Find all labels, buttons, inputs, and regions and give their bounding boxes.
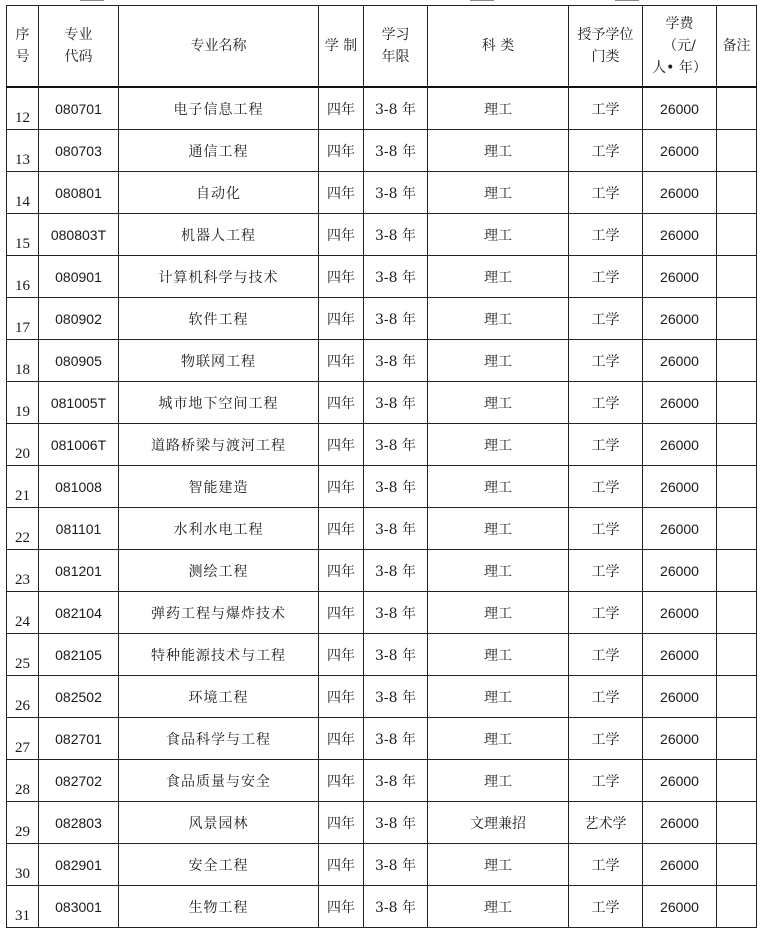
cell-code: 082702	[39, 760, 119, 802]
cell-duration: 3-8 年	[364, 886, 428, 928]
cell-name: 生物工程	[119, 886, 319, 928]
cell-duration: 3-8 年	[364, 760, 428, 802]
cell-remark	[717, 382, 757, 424]
cell-system: 四年	[319, 340, 364, 382]
cell-system: 四年	[319, 760, 364, 802]
cell-seq: 22	[7, 508, 39, 550]
cell-degree: 工学	[569, 172, 643, 214]
table-row	[7, 424, 757, 466]
cell-category: 理工	[428, 634, 569, 676]
cell-name: 自动化	[119, 172, 319, 214]
table-row	[7, 508, 757, 550]
cell-degree: 工学	[569, 256, 643, 298]
cell-name: 智能建造	[119, 466, 319, 508]
cell-fee: 26000	[643, 466, 717, 508]
cell-system: 四年	[319, 256, 364, 298]
table-row	[7, 340, 757, 382]
cell-name: 水利水电工程	[119, 508, 319, 550]
cell-code: 082104	[39, 592, 119, 634]
header-duration: 学习 年限	[364, 6, 428, 88]
cell-duration: 3-8 年	[364, 592, 428, 634]
header-system: 学 制	[319, 6, 364, 88]
cell-code: 080803T	[39, 214, 119, 256]
cell-fee: 26000	[643, 340, 717, 382]
table-row	[7, 214, 757, 256]
cell-fee: 26000	[643, 718, 717, 760]
cell-seq: 26	[7, 676, 39, 718]
cell-code: 081006T	[39, 424, 119, 466]
cell-duration: 3-8 年	[364, 424, 428, 466]
cell-category: 理工	[428, 550, 569, 592]
cell-duration: 3-8 年	[364, 718, 428, 760]
table-row	[7, 298, 757, 340]
table-row	[7, 676, 757, 718]
table-row	[7, 466, 757, 508]
cell-duration: 3-8 年	[364, 550, 428, 592]
cell-remark	[717, 550, 757, 592]
cell-degree: 工学	[569, 592, 643, 634]
cell-name: 通信工程	[119, 130, 319, 172]
cell-system: 四年	[319, 550, 364, 592]
cell-system: 四年	[319, 130, 364, 172]
cell-fee: 26000	[643, 172, 717, 214]
cell-name: 软件工程	[119, 298, 319, 340]
cell-degree: 工学	[569, 634, 643, 676]
cell-degree: 工学	[569, 87, 643, 130]
cell-category: 理工	[428, 87, 569, 130]
cell-seq: 18	[7, 340, 39, 382]
cell-system: 四年	[319, 802, 364, 844]
cell-code: 080703	[39, 130, 119, 172]
cell-category: 理工	[428, 592, 569, 634]
cell-degree: 工学	[569, 676, 643, 718]
table-row	[7, 718, 757, 760]
cell-fee: 26000	[643, 382, 717, 424]
cell-remark	[717, 508, 757, 550]
cell-duration: 3-8 年	[364, 466, 428, 508]
cell-system: 四年	[319, 214, 364, 256]
cell-category: 理工	[428, 886, 569, 928]
cell-name: 道路桥梁与渡河工程	[119, 424, 319, 466]
cell-remark	[717, 130, 757, 172]
cell-remark	[717, 592, 757, 634]
table-row	[7, 172, 757, 214]
cell-degree: 工学	[569, 298, 643, 340]
header-name: 专业名称	[119, 6, 319, 88]
cell-fee: 26000	[643, 256, 717, 298]
cell-code: 082901	[39, 844, 119, 886]
cell-remark	[717, 634, 757, 676]
cell-fee: 26000	[643, 634, 717, 676]
cell-degree: 工学	[569, 130, 643, 172]
cell-seq: 29	[7, 802, 39, 844]
cell-category: 理工	[428, 382, 569, 424]
cell-fee: 26000	[643, 550, 717, 592]
cell-fee: 26000	[643, 886, 717, 928]
cell-seq: 16	[7, 256, 39, 298]
cell-fee: 26000	[643, 298, 717, 340]
cell-remark	[717, 340, 757, 382]
cell-remark	[717, 424, 757, 466]
cell-degree: 工学	[569, 718, 643, 760]
cell-fee: 26000	[643, 508, 717, 550]
cell-duration: 3-8 年	[364, 87, 428, 130]
cell-duration: 3-8 年	[364, 256, 428, 298]
cell-seq: 12	[7, 87, 39, 130]
cell-seq: 14	[7, 172, 39, 214]
cell-category: 理工	[428, 130, 569, 172]
cell-fee: 26000	[643, 424, 717, 466]
cell-name: 物联网工程	[119, 340, 319, 382]
cell-remark	[717, 760, 757, 802]
cell-seq: 31	[7, 886, 39, 928]
cell-name: 安全工程	[119, 844, 319, 886]
cell-code: 081101	[39, 508, 119, 550]
table-row	[7, 886, 757, 928]
table-row	[7, 87, 757, 130]
table-row	[7, 802, 757, 844]
cell-degree: 艺术学	[569, 802, 643, 844]
header-row	[7, 6, 757, 88]
cell-code: 081201	[39, 550, 119, 592]
cell-duration: 3-8 年	[364, 844, 428, 886]
cell-system: 四年	[319, 87, 364, 130]
cell-system: 四年	[319, 886, 364, 928]
header-code: 专业 代码	[39, 6, 119, 88]
cell-code: 080905	[39, 340, 119, 382]
cell-code: 082502	[39, 676, 119, 718]
header-remark: 备注	[717, 6, 757, 88]
cell-duration: 3-8 年	[364, 802, 428, 844]
cell-remark	[717, 886, 757, 928]
cell-code: 082803	[39, 802, 119, 844]
cell-duration: 3-8 年	[364, 508, 428, 550]
cell-category: 理工	[428, 340, 569, 382]
cell-remark	[717, 256, 757, 298]
cell-fee: 26000	[643, 130, 717, 172]
cell-name: 弹药工程与爆炸技术	[119, 592, 319, 634]
cell-seq: 21	[7, 466, 39, 508]
cell-category: 理工	[428, 844, 569, 886]
table-row	[7, 760, 757, 802]
cell-category: 理工	[428, 424, 569, 466]
cell-degree: 工学	[569, 382, 643, 424]
cell-duration: 3-8 年	[364, 634, 428, 676]
header-seq: 序 号	[7, 6, 39, 88]
cell-name: 食品质量与安全	[119, 760, 319, 802]
cell-degree: 工学	[569, 760, 643, 802]
cell-category: 理工	[428, 256, 569, 298]
cell-fee: 26000	[643, 592, 717, 634]
cell-category: 理工	[428, 466, 569, 508]
cell-duration: 3-8 年	[364, 340, 428, 382]
cell-category: 理工	[428, 676, 569, 718]
cell-name: 机器人工程	[119, 214, 319, 256]
cell-code: 081008	[39, 466, 119, 508]
cell-seq: 24	[7, 592, 39, 634]
table-row	[7, 382, 757, 424]
cell-system: 四年	[319, 634, 364, 676]
cell-degree: 工学	[569, 340, 643, 382]
cell-degree: 工学	[569, 550, 643, 592]
cell-seq: 19	[7, 382, 39, 424]
cell-code: 082701	[39, 718, 119, 760]
cell-seq: 20	[7, 424, 39, 466]
cell-code: 081005T	[39, 382, 119, 424]
cell-system: 四年	[319, 592, 364, 634]
cell-degree: 工学	[569, 886, 643, 928]
cell-name: 食品科学与工程	[119, 718, 319, 760]
cell-name: 特种能源技术与工程	[119, 634, 319, 676]
cell-seq: 25	[7, 634, 39, 676]
cell-remark	[717, 802, 757, 844]
cell-degree: 工学	[569, 424, 643, 466]
cell-name: 城市地下空间工程	[119, 382, 319, 424]
cell-duration: 3-8 年	[364, 130, 428, 172]
cell-fee: 26000	[643, 760, 717, 802]
cell-seq: 17	[7, 298, 39, 340]
cell-fee: 26000	[643, 844, 717, 886]
cell-category: 理工	[428, 214, 569, 256]
cell-fee: 26000	[643, 802, 717, 844]
cell-degree: 工学	[569, 466, 643, 508]
cell-category: 理工	[428, 508, 569, 550]
cell-system: 四年	[319, 172, 364, 214]
cell-system: 四年	[319, 382, 364, 424]
cell-remark	[717, 718, 757, 760]
cell-seq: 13	[7, 130, 39, 172]
table-row	[7, 550, 757, 592]
cell-remark	[717, 172, 757, 214]
cell-seq: 28	[7, 760, 39, 802]
cell-code: 083001	[39, 886, 119, 928]
cell-duration: 3-8 年	[364, 214, 428, 256]
header-category: 科 类	[428, 6, 569, 88]
cell-remark	[717, 844, 757, 886]
cell-seq: 15	[7, 214, 39, 256]
cell-remark	[717, 676, 757, 718]
cell-code: 080801	[39, 172, 119, 214]
cell-remark	[717, 87, 757, 130]
cell-system: 四年	[319, 844, 364, 886]
cell-degree: 工学	[569, 844, 643, 886]
cell-code: 082105	[39, 634, 119, 676]
cell-remark	[717, 298, 757, 340]
cell-category: 理工	[428, 298, 569, 340]
cell-duration: 3-8 年	[364, 382, 428, 424]
table-body	[7, 87, 757, 928]
cell-system: 四年	[319, 424, 364, 466]
cell-fee: 26000	[643, 676, 717, 718]
cell-category: 理工	[428, 718, 569, 760]
cell-duration: 3-8 年	[364, 676, 428, 718]
cell-name: 电子信息工程	[119, 87, 319, 130]
table-row	[7, 130, 757, 172]
header-fee: 学费 （元/ 人• 年）	[643, 6, 717, 88]
cell-duration: 3-8 年	[364, 172, 428, 214]
cell-fee: 26000	[643, 214, 717, 256]
cell-name: 测绘工程	[119, 550, 319, 592]
table-row	[7, 844, 757, 886]
cell-code: 080902	[39, 298, 119, 340]
cell-name: 计算机科学与技术	[119, 256, 319, 298]
cell-category: 文理兼招	[428, 802, 569, 844]
cell-remark	[717, 466, 757, 508]
cell-seq: 30	[7, 844, 39, 886]
cell-category: 理工	[428, 172, 569, 214]
cell-system: 四年	[319, 298, 364, 340]
cell-name: 风景园林	[119, 802, 319, 844]
cell-fee: 26000	[643, 87, 717, 130]
header-degree: 授予学位 门类	[569, 6, 643, 88]
cell-seq: 27	[7, 718, 39, 760]
cell-code: 080701	[39, 87, 119, 130]
cell-system: 四年	[319, 508, 364, 550]
majors-table	[6, 5, 757, 928]
cell-system: 四年	[319, 466, 364, 508]
table-row	[7, 634, 757, 676]
cell-system: 四年	[319, 676, 364, 718]
cell-seq: 23	[7, 550, 39, 592]
cell-name: 环境工程	[119, 676, 319, 718]
cell-degree: 工学	[569, 508, 643, 550]
cell-duration: 3-8 年	[364, 298, 428, 340]
cell-code: 080901	[39, 256, 119, 298]
cell-degree: 工学	[569, 214, 643, 256]
table-row	[7, 592, 757, 634]
table-row	[7, 256, 757, 298]
cell-category: 理工	[428, 760, 569, 802]
cell-remark	[717, 214, 757, 256]
cell-system: 四年	[319, 718, 364, 760]
